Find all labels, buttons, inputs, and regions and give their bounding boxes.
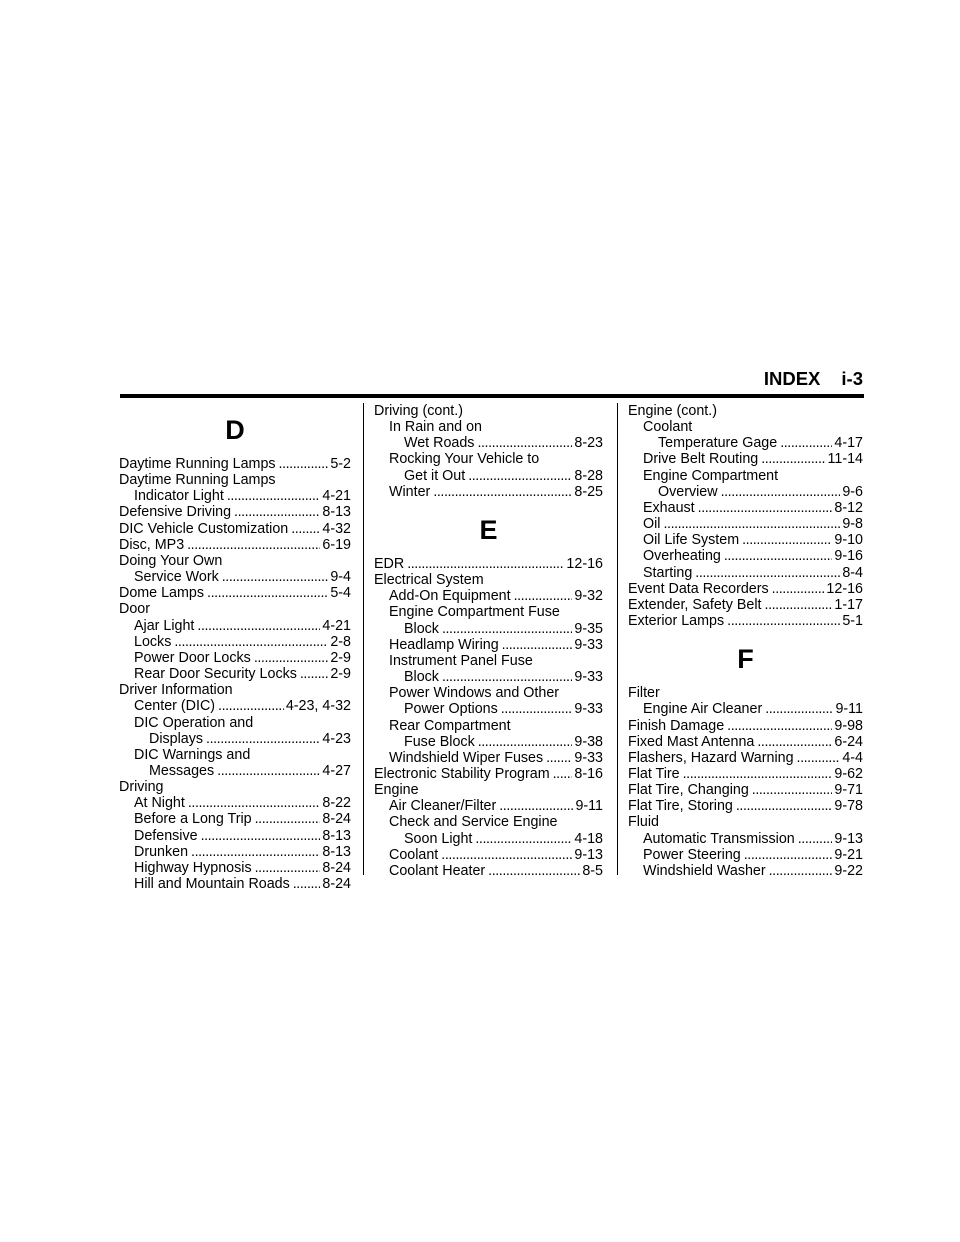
- index-entry: [628, 718, 863, 734]
- index-heading: Driving: [119, 779, 164, 796]
- page-reference: 9-11: [575, 798, 603, 815]
- entry-text: Exhaust: [643, 499, 695, 516]
- dot-leader: [300, 666, 328, 682]
- index-entry: [628, 701, 863, 717]
- index-heading: Driver Information: [119, 682, 233, 699]
- entry-text: Ajar Light: [134, 617, 195, 634]
- page-header: [0, 368, 863, 390]
- entry-text: Messages: [149, 762, 215, 779]
- index-entry: [628, 798, 863, 814]
- entry-text: Extender, Safety Belt: [628, 596, 762, 613]
- index-entry: [628, 863, 863, 879]
- dot-leader: [499, 798, 573, 814]
- page-reference: 8-24: [322, 859, 351, 876]
- dot-leader: [442, 621, 572, 637]
- index-entry: [628, 766, 863, 782]
- index-entry: [119, 698, 351, 714]
- index-entry: [119, 456, 351, 472]
- dot-leader: [698, 500, 833, 516]
- entry-text: Oil Life System: [643, 532, 740, 549]
- entry-text: Fuse Block: [404, 733, 475, 750]
- dot-leader: [433, 484, 572, 500]
- dot-leader: [255, 860, 321, 876]
- page-reference: 9-21: [834, 846, 863, 863]
- page-reference: 2-9: [330, 649, 351, 666]
- index-heading: Engine (cont.): [628, 403, 718, 419]
- dot-leader: [234, 504, 320, 520]
- dot-leader: [546, 750, 572, 766]
- index-column-3: [628, 403, 863, 879]
- entry-text: Event Data Recorders: [628, 580, 769, 597]
- index-entry: [119, 763, 351, 779]
- page-reference: 8-28: [574, 467, 603, 484]
- page-reference: 4-21: [322, 617, 351, 634]
- index-entry: [119, 488, 351, 504]
- page-reference: 5-1: [842, 613, 863, 630]
- column-divider: [363, 403, 364, 875]
- page-reference: 4-32: [322, 520, 351, 537]
- entry-text: Service Work: [134, 569, 219, 586]
- dot-leader: [475, 831, 572, 847]
- dot-leader: [477, 435, 572, 451]
- dot-leader: [769, 863, 833, 879]
- entry-text: Disc, MP3: [119, 536, 185, 553]
- page-reference: 8-13: [322, 827, 351, 844]
- dot-leader: [187, 537, 320, 553]
- index-entry: [628, 750, 863, 766]
- page-reference: 9-32: [574, 588, 603, 605]
- page-reference: 9-11: [835, 701, 863, 718]
- entry-text: Block: [404, 620, 439, 637]
- index-entry: [119, 666, 351, 682]
- index-heading: Driving (cont.): [374, 403, 463, 419]
- index-entry: [628, 734, 863, 750]
- page-reference: 9-33: [574, 669, 603, 686]
- section-letter-e: E: [479, 514, 498, 545]
- dot-leader: [765, 597, 833, 613]
- dot-leader: [757, 734, 832, 750]
- page-reference: 9-13: [834, 830, 863, 847]
- index-entry: [628, 847, 863, 863]
- dot-leader: [797, 750, 841, 766]
- page-reference: 9-4: [330, 569, 351, 586]
- dot-leader: [441, 847, 572, 863]
- entry-text: Overheating: [643, 548, 721, 565]
- page-reference: 8-23: [574, 435, 603, 452]
- index-entry: [374, 798, 603, 814]
- section-title: INDEX: [763, 368, 821, 389]
- index-heading: Engine Compartment Fuse: [389, 604, 560, 621]
- entry-text: Block: [404, 669, 439, 686]
- dot-leader: [207, 585, 328, 601]
- dot-leader: [553, 766, 573, 782]
- entry-text: Flat Tire, Storing: [628, 798, 733, 815]
- dot-leader: [218, 698, 284, 714]
- entry-text: Rear Door Security Locks: [134, 666, 297, 683]
- index-entry: [374, 588, 603, 604]
- index-entry: [628, 597, 863, 613]
- page-reference: 9-71: [834, 782, 863, 799]
- index-column-2: [374, 403, 603, 879]
- page-reference: 8-4: [842, 564, 863, 581]
- dot-leader: [254, 650, 329, 666]
- dot-leader: [206, 731, 320, 747]
- entry-text: Daytime Running Lamps: [119, 456, 276, 472]
- entry-text: Finish Damage: [628, 717, 725, 734]
- entry-text: Locks: [134, 633, 172, 650]
- dot-leader: [744, 847, 833, 863]
- dot-leader: [502, 637, 573, 653]
- index-entry: [374, 766, 603, 782]
- page-number: i-3: [841, 368, 863, 389]
- header-rule: [120, 394, 864, 398]
- page-reference: 9-33: [574, 636, 603, 653]
- page-reference: 9-98: [834, 717, 863, 734]
- index-entry: [374, 556, 603, 572]
- page-reference: 1-17: [834, 596, 863, 613]
- page-reference: 6-19: [322, 536, 351, 553]
- dot-leader: [772, 581, 825, 597]
- entry-text: Indicator Light: [134, 488, 224, 505]
- entry-text: Overview: [658, 483, 718, 500]
- page-reference: 8-22: [322, 795, 351, 812]
- index-entry: [628, 484, 863, 500]
- entry-text: Coolant: [389, 846, 439, 863]
- index-entry: [119, 860, 351, 876]
- entry-text: Oil: [643, 516, 661, 533]
- index-entry: [119, 844, 351, 860]
- entry-text: Add-On Equipment: [389, 588, 511, 605]
- page-reference: 4-23, 4-32: [285, 698, 351, 715]
- dot-leader: [222, 569, 329, 585]
- index-entry: [628, 500, 863, 516]
- entry-text: Before a Long Trip: [134, 811, 252, 828]
- entry-text: Soon Light: [404, 830, 473, 847]
- index-heading: In Rain and on: [389, 419, 482, 436]
- column-divider: [617, 403, 618, 875]
- index-heading: Engine: [374, 782, 419, 799]
- index-heading: Electrical System: [374, 572, 484, 589]
- page-reference: 8-13: [322, 504, 351, 521]
- page-reference: 9-16: [834, 548, 863, 565]
- entry-text: EDR: [374, 555, 405, 572]
- entry-text: Exterior Lamps: [628, 613, 725, 630]
- index-entry: [119, 504, 351, 520]
- entry-text: Flat Tire: [628, 765, 680, 782]
- entry-text: Power Steering: [643, 846, 741, 863]
- dot-leader: [197, 618, 320, 634]
- index-heading: Door: [119, 601, 150, 618]
- dot-leader: [488, 863, 580, 879]
- index-heading: Instrument Panel Fuse: [389, 652, 533, 669]
- index-heading: DIC Operation and: [134, 714, 254, 731]
- dot-leader: [798, 831, 833, 847]
- entry-text: Automatic Transmission: [643, 830, 795, 847]
- dot-leader: [695, 565, 840, 581]
- page-reference: 8-24: [322, 811, 351, 828]
- dot-leader: [188, 795, 321, 811]
- index-heading: Filter: [628, 685, 660, 702]
- dot-leader: [724, 548, 832, 564]
- index-entry: [374, 468, 603, 484]
- entry-text: Winter: [389, 483, 431, 500]
- index-entry: [119, 521, 351, 537]
- page-reference: 8-24: [322, 876, 351, 893]
- page-reference: 9-10: [834, 532, 863, 549]
- index-entry: [374, 484, 603, 500]
- page-reference: 8-16: [574, 765, 603, 782]
- index-entry: [628, 831, 863, 847]
- dot-leader: [683, 766, 833, 782]
- index-entry: [119, 634, 351, 650]
- index-entry: [374, 847, 603, 863]
- entry-text: Highway Hypnosis: [134, 859, 252, 876]
- page-reference: 11-14: [827, 451, 863, 468]
- index-entry: [374, 750, 603, 766]
- index-entry: [119, 731, 351, 747]
- dot-leader: [201, 828, 321, 844]
- page-reference: 9-13: [574, 846, 603, 863]
- index-heading: Coolant: [643, 419, 693, 436]
- page-reference: 9-33: [574, 749, 603, 766]
- dot-leader: [780, 435, 832, 451]
- entry-text: Drive Belt Routing: [643, 451, 759, 468]
- dot-leader: [727, 613, 840, 629]
- entry-text: Drunken: [134, 843, 189, 860]
- index-heading: Rocking Your Vehicle to: [389, 451, 540, 468]
- page-reference: 4-27: [322, 762, 351, 779]
- index-heading: Rear Compartment: [389, 717, 511, 734]
- entry-text: Temperature Gage: [658, 435, 778, 452]
- index-entry: [628, 565, 863, 581]
- page-reference: 9-33: [574, 701, 603, 718]
- page-reference: 12-16: [566, 555, 603, 572]
- index-heading: Doing Your Own: [119, 552, 223, 569]
- dot-leader: [291, 521, 320, 537]
- page-reference: 2-8: [330, 633, 351, 650]
- index-entry: [628, 516, 863, 532]
- dot-leader: [721, 484, 841, 500]
- index-entry: [119, 585, 351, 601]
- index-column-1: [119, 403, 351, 892]
- index-entry: [374, 669, 603, 685]
- entry-text: Windshield Washer: [643, 862, 766, 879]
- index-heading: DIC Warnings and: [134, 746, 251, 763]
- dot-leader: [217, 763, 320, 779]
- index-entry: [119, 876, 351, 892]
- dot-leader: [761, 451, 825, 467]
- section-letter-f: F: [737, 644, 754, 675]
- entry-text: Power Options: [404, 701, 498, 718]
- dot-leader: [442, 669, 572, 685]
- page-reference: 5-2: [330, 456, 351, 472]
- dot-leader: [174, 634, 328, 650]
- dot-leader: [293, 876, 321, 892]
- index-entry: [374, 435, 603, 451]
- page-reference: 12-16: [826, 580, 863, 597]
- index-entry: [374, 863, 603, 879]
- entry-text: Get it Out: [404, 467, 466, 484]
- entry-text: Fixed Mast Antenna: [628, 733, 755, 750]
- index-entry: [628, 435, 863, 451]
- index-heading: Power Windows and Other: [389, 685, 560, 702]
- dot-leader: [407, 556, 564, 572]
- page-reference: 9-62: [834, 765, 863, 782]
- page-reference: 9-35: [574, 620, 603, 637]
- entry-text: Coolant Heater: [389, 862, 486, 879]
- page-reference: 9-38: [574, 733, 603, 750]
- page-reference: 9-78: [834, 798, 863, 815]
- index-entry: [119, 569, 351, 585]
- entry-text: Engine Air Cleaner: [643, 701, 763, 718]
- index-entry: [628, 548, 863, 564]
- entry-text: Defensive Driving: [119, 504, 232, 521]
- dot-leader: [736, 798, 832, 814]
- entry-text: Dome Lamps: [119, 585, 205, 602]
- index-entry: [119, 650, 351, 666]
- entry-text: Defensive: [134, 827, 198, 844]
- entry-text: At Night: [134, 795, 185, 812]
- index-entry: [628, 451, 863, 467]
- index-entry: [628, 581, 863, 597]
- entry-text: Hill and Mountain Roads: [134, 876, 290, 893]
- index-heading: Fluid: [628, 814, 659, 831]
- page-reference: 4-23: [322, 730, 351, 747]
- dot-leader: [227, 488, 321, 504]
- page-reference: 5-4: [330, 585, 351, 602]
- index-entry: [119, 537, 351, 553]
- page-reference: 9-6: [842, 483, 863, 500]
- index-entry: [374, 621, 603, 637]
- index-entry: [374, 637, 603, 653]
- entry-text: Starting: [643, 564, 693, 581]
- page-reference: 4-17: [834, 435, 863, 452]
- dot-leader: [727, 718, 832, 734]
- index-entry: [374, 701, 603, 717]
- entry-text: Power Door Locks: [134, 649, 251, 666]
- dot-leader: [255, 811, 321, 827]
- entry-text: Windshield Wiper Fuses: [389, 749, 544, 766]
- dot-leader: [501, 701, 573, 717]
- entry-text: Headlamp Wiring: [389, 636, 499, 653]
- dot-leader: [468, 468, 572, 484]
- dot-leader: [742, 532, 832, 548]
- dot-leader: [478, 734, 573, 750]
- entry-text: Flashers, Hazard Warning: [628, 749, 794, 766]
- page-reference: 8-5: [582, 862, 603, 879]
- section-letter-d: D: [225, 415, 245, 445]
- entry-text: Center (DIC): [134, 698, 216, 715]
- index-entry: [374, 734, 603, 750]
- dot-leader: [765, 701, 833, 717]
- page-reference: 4-21: [322, 488, 351, 505]
- page-reference: 8-12: [834, 499, 863, 516]
- index-heading: Daytime Running Lamps: [119, 472, 276, 489]
- dot-leader: [752, 782, 833, 798]
- index-entry: [119, 618, 351, 634]
- page-reference: 9-8: [842, 516, 863, 533]
- entry-text: Electronic Stability Program: [374, 765, 550, 782]
- page-reference: 8-25: [574, 483, 603, 500]
- index-entry: [628, 532, 863, 548]
- page-reference: 6-24: [834, 733, 863, 750]
- dot-leader: [514, 588, 573, 604]
- page-reference: 9-22: [834, 862, 863, 879]
- entry-text: Wet Roads: [404, 435, 475, 452]
- dot-leader: [191, 844, 320, 860]
- index-entry: [119, 828, 351, 844]
- entry-text: Displays: [149, 730, 204, 747]
- index-entry: [374, 831, 603, 847]
- index-entry: [119, 811, 351, 827]
- page-reference: 4-4: [842, 749, 863, 766]
- index-heading: Engine Compartment: [643, 467, 779, 484]
- page-reference: 2-9: [330, 666, 351, 683]
- index-heading: Check and Service Engine: [389, 814, 558, 831]
- index-entry: [628, 782, 863, 798]
- page-reference: 4-18: [574, 830, 603, 847]
- page-reference: 8-13: [322, 843, 351, 860]
- entry-text: DIC Vehicle Customization: [119, 520, 289, 537]
- entry-text: Air Cleaner/Filter: [389, 798, 497, 815]
- index-entry: [628, 613, 863, 629]
- entry-text: Flat Tire, Changing: [628, 782, 749, 799]
- index-entry: [119, 795, 351, 811]
- dot-leader: [663, 516, 840, 532]
- dot-leader: [279, 456, 329, 472]
